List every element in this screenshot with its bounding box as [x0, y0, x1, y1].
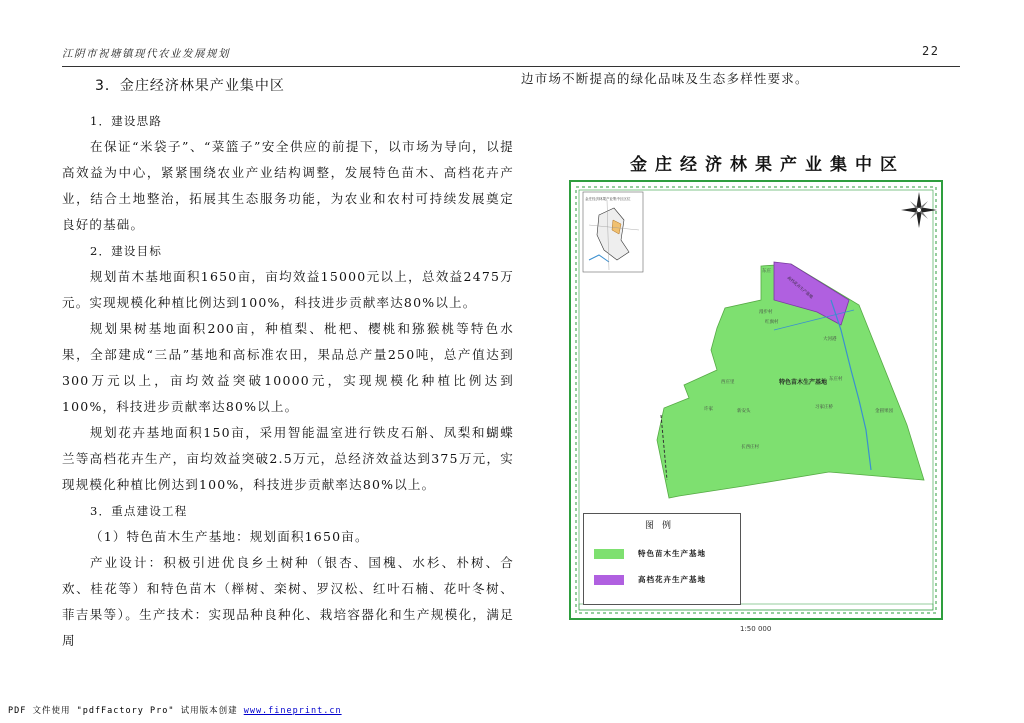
footer-link[interactable]: www.fineprint.cn — [243, 706, 342, 716]
project-seedling-base: （1）特色苗木生产基地：规划面积1650亩。 — [90, 529, 369, 544]
place-label-4: 西庄里 — [721, 380, 735, 385]
seedling-area-label: 特色苗木生产基地 — [779, 379, 828, 386]
inset-location-map — [583, 192, 643, 272]
paragraph-industry-design: 产业设计：积极引进优良乡土树种（银杏、国槐、水杉、朴树、合欢、桂花等）和特色苗木（榉树、栾树、罗汉松、红叶石楠、花叶冬树、菲吉果等）。生产技术：实现品种良种化、栽培容器化和生产规模化，满足周 — [62, 555, 514, 648]
legend-label-flower: 高档花卉生产基地 — [638, 575, 706, 584]
subheading-projects: 3．重点建设工程 — [90, 504, 188, 518]
page-header-title: 江阴市祝塘镇现代农业发展规划 — [62, 48, 230, 60]
place-label-6: 许家 — [704, 407, 713, 412]
subheading-goals: 2．建设目标 — [90, 244, 163, 258]
place-label-1: 漫步村 — [759, 310, 773, 315]
place-label-2: 红旗村 — [765, 320, 779, 325]
flower-area-label: 高档花卉生产基地 — [786, 274, 815, 300]
map-scale-label: 1:50 000 — [740, 625, 772, 633]
paragraph-ideas: 在保证“米袋子”、“菜篮子”安全供应的前提下，以市场为导向，以提高效益为中心，紧紧围绕农业产业结构调整，发展特色苗木、高档花卉产业，结合土地整治，拓展其生态服务功能，为农业和农村可持续发展奠定良好的基础。 — [62, 139, 514, 232]
paragraph-seedling-goal: 规划苗木基地面积1650亩，亩均效益15000元以上，总效益2475万元。实现规模化种植比例达到100%，科技进步贡献率达80%以上。 — [62, 269, 514, 310]
paragraph-fruit-goal: 规划果树基地面积200亩，种植梨、枇杷、樱桃和猕猴桃等特色水果，全部建成“三品”基地和高标准农田，果品总产量250吨，总产值达到300万元以上，亩均效益突破10000元，实现规模化种植比例达到100%，科技进步贡献率达80%以上。 — [62, 321, 514, 414]
page-number: 22 — [922, 44, 940, 58]
section-title: 3．金庄经济林果产业集中区 — [95, 78, 285, 94]
footer-text: PDF 文件使用 "pdfFactory Pro" 试用版本创建 — [8, 706, 244, 716]
header-divider — [62, 66, 960, 67]
place-label-10: 长西庄村 — [741, 445, 759, 450]
subheading-ideas: 1．建设思路 — [90, 114, 163, 128]
place-label-7: 新安头 — [737, 409, 751, 414]
legend-item-flower — [594, 574, 706, 585]
legend-item-seedling — [594, 548, 706, 559]
map-title: 金庄经济林果产业集中区 — [630, 155, 905, 175]
paragraph-flower-goal: 规划花卉基地面积150亩，采用智能温室进行铁皮石斛、凤梨和蝴蝶兰等高档花卉生产，亩均效益突破2.5万元，总经济效益达到375万元，实现规模化种植比例达到100%，科技进步贡献率达80%以上。 — [62, 425, 514, 492]
place-label-8: 习家庄桥 — [815, 405, 833, 410]
legend-title: 图例 — [644, 521, 679, 531]
place-label-3: 大河港 — [823, 337, 837, 342]
paragraph-continuation: 边市场不断提高的绿化品味及生态多样性要求。 — [521, 71, 809, 86]
legend-swatch-purple — [594, 575, 624, 585]
place-label-5: 东庄村 — [829, 377, 843, 382]
place-label-9: 金圆果园 — [875, 409, 893, 414]
place-label-0: 东庄 — [762, 269, 771, 274]
body-text-column — [62, 108, 514, 654]
legend-swatch-green — [594, 549, 624, 559]
inset-title: 金庄经济林果产业集中区区位 — [585, 197, 631, 201]
pdf-footer — [8, 704, 342, 716]
legend-label-seedling: 特色苗木生产基地 — [638, 549, 706, 558]
map-legend — [583, 513, 741, 605]
